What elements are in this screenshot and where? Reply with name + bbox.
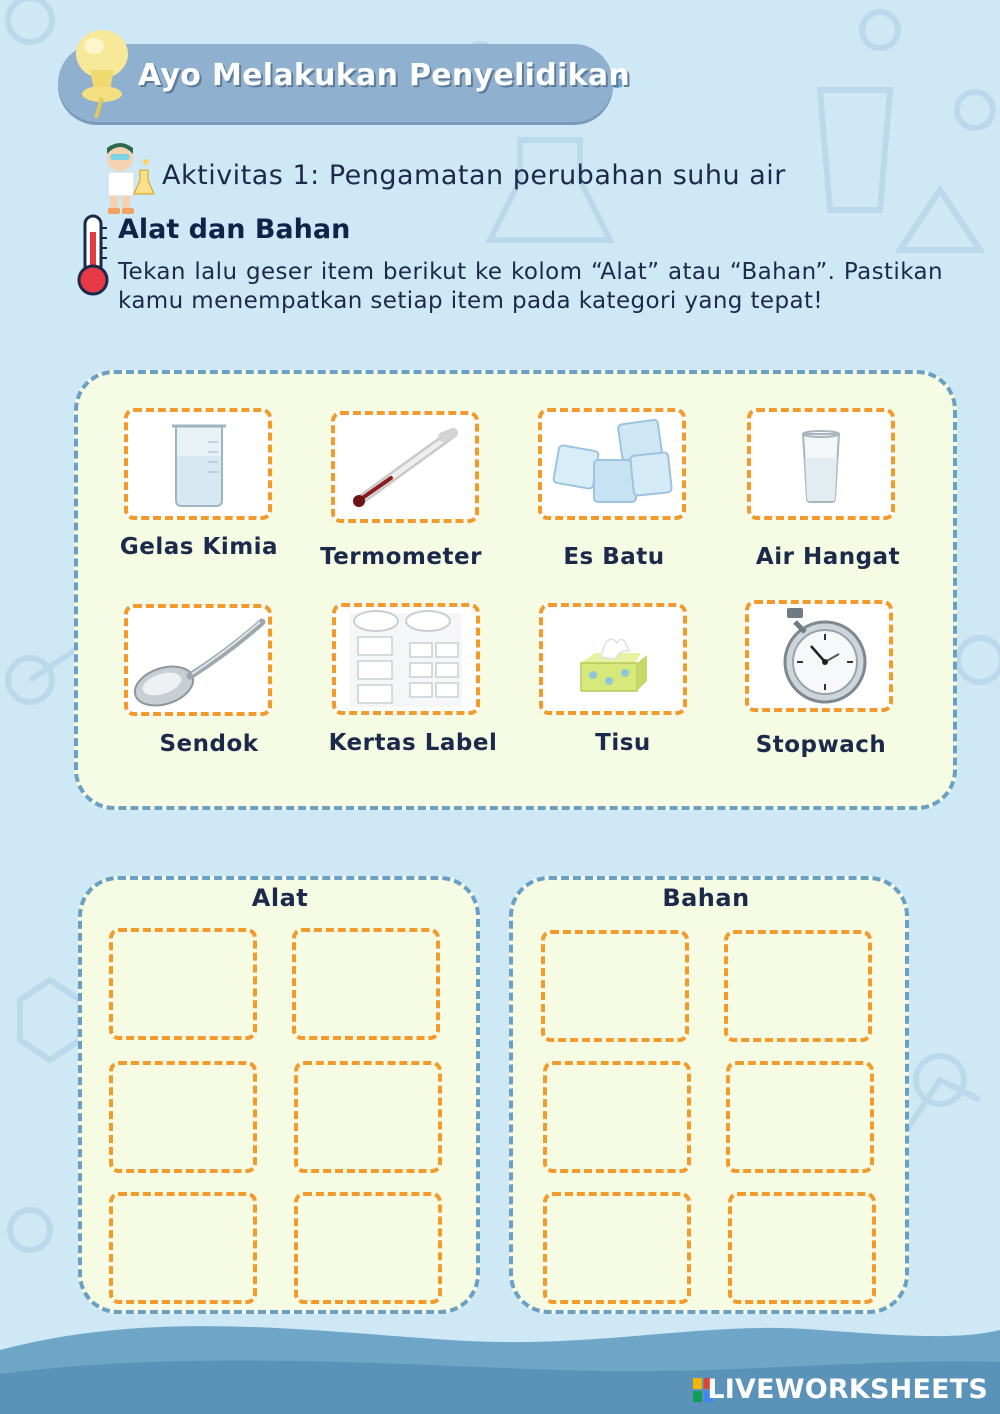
alat-slot[interactable]: [294, 1192, 442, 1304]
bahan-slot[interactable]: [726, 1061, 874, 1173]
drop-zone-title-alat: Alat: [251, 884, 309, 912]
ice-cubes-icon: [542, 412, 682, 516]
alat-slot[interactable]: [109, 1192, 257, 1304]
alat-slot[interactable]: [109, 928, 257, 1040]
bahan-slot[interactable]: [543, 1192, 691, 1304]
bahan-slot[interactable]: [543, 1061, 691, 1173]
item-label: Gelas Kimia: [119, 534, 279, 560]
alat-slot[interactable]: [294, 1061, 442, 1173]
instructions-text: Tekan lalu geser item berikut ke kolom “Alat” atau “Bahan”. Pastikan kamu menempatkan setiap item pada kategori yang tepat!: [118, 259, 943, 314]
stopwatch-icon: [749, 604, 889, 708]
item-card-gelas-kimia[interactable]: [124, 408, 272, 520]
item-card-tisu[interactable]: [539, 603, 687, 715]
beaker-icon: [128, 412, 268, 516]
alat-slot[interactable]: [292, 928, 440, 1040]
scientist-icon: [96, 140, 158, 218]
item-label: Termometer: [320, 544, 482, 570]
brand-name[interactable]: LIVEWORKSHEETS: [707, 1374, 988, 1405]
activity-title: Aktivitas 1: Pengamatan perubahan suhu air: [162, 160, 786, 191]
alat-slot[interactable]: [109, 1061, 257, 1173]
thermometer-icon: [335, 415, 475, 519]
thermometer-heading-icon: [72, 212, 114, 298]
drop-zone-title-bahan: Bahan: [662, 884, 750, 912]
item-label: Air Hangat: [755, 544, 901, 570]
item-card-termometer[interactable]: [331, 411, 479, 523]
tissue-box-icon: [543, 607, 683, 711]
item-label: Sendok: [159, 731, 259, 757]
page-title: Ayo Melakukan Penyelidikan: [138, 58, 631, 93]
bahan-slot[interactable]: [728, 1192, 876, 1304]
item-card-sendok[interactable]: [124, 604, 272, 716]
item-card-es-batu[interactable]: [538, 408, 686, 520]
item-card-stopwach[interactable]: [745, 600, 893, 712]
pushpin-icon: [64, 24, 144, 120]
item-card-air-hangat[interactable]: [747, 408, 895, 520]
bahan-slot[interactable]: [724, 930, 872, 1042]
water-glass-icon: [751, 412, 891, 516]
item-label: Stopwach: [755, 732, 887, 758]
label-paper-icon: [336, 607, 476, 711]
item-card-kertas-label[interactable]: [332, 603, 480, 715]
spoon-icon: [128, 608, 268, 712]
item-label: Tisu: [595, 730, 651, 756]
bahan-slot[interactable]: [541, 930, 689, 1042]
item-label: Es Batu: [563, 544, 665, 570]
section-title: Alat dan Bahan: [118, 214, 351, 245]
item-label: Kertas Label: [328, 730, 498, 756]
